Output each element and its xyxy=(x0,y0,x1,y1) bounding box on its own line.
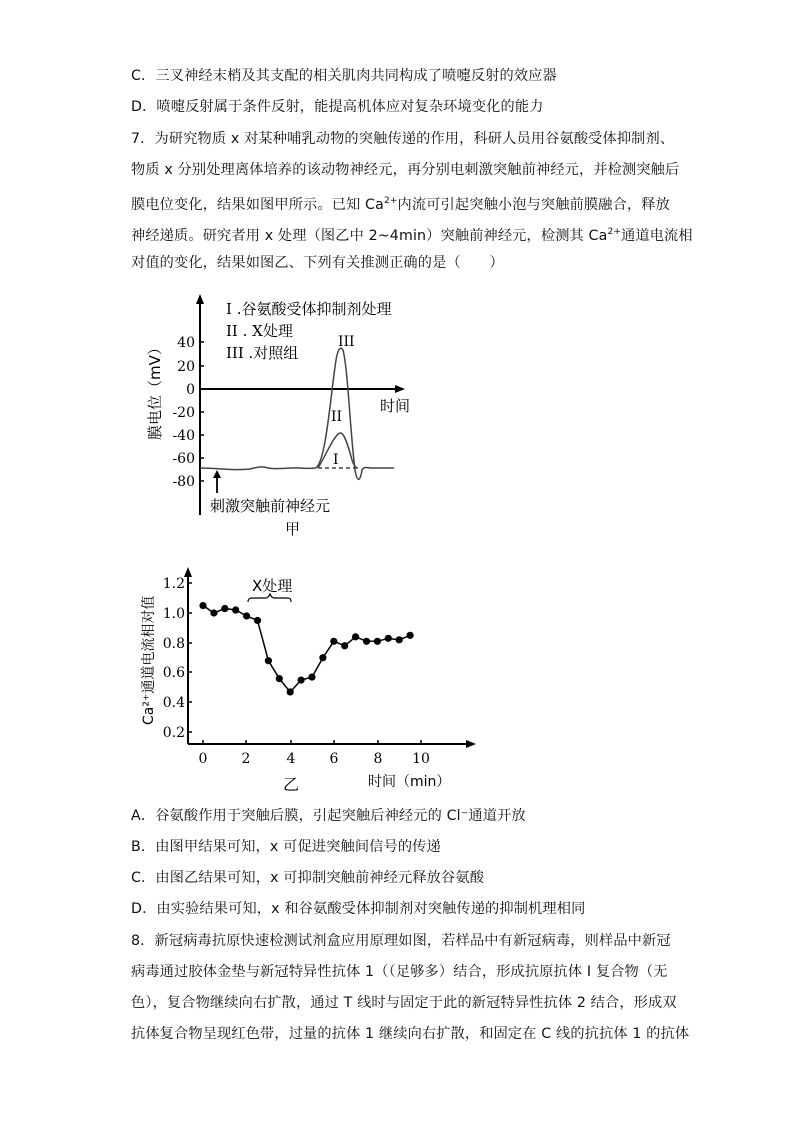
q6-option-d: D．喷嚏反射属于条件反射，能提高机体应对复杂环境变化的能力 xyxy=(131,99,544,115)
data-point xyxy=(396,636,403,643)
q7-option-d: D．由实验结果可知，x 和谷氨酸受体抑制剂对突触传递的抑制机理相同 xyxy=(131,901,586,917)
x-tick-label: 2 xyxy=(241,751,251,767)
x-tick-label: 0 xyxy=(198,751,208,767)
y-tick-label: 0.8 xyxy=(162,636,185,652)
curve-label-i: I xyxy=(333,452,339,468)
stimulus-annotation: 刺激突触前神经元 xyxy=(210,497,331,515)
data-point xyxy=(232,606,239,613)
treatment-brace xyxy=(248,594,291,602)
y-tick-label: -40 xyxy=(172,428,195,444)
data-point xyxy=(265,657,272,664)
data-point xyxy=(385,635,392,642)
x-axis-arrow-icon xyxy=(466,740,476,748)
data-point xyxy=(221,605,228,612)
legend-item-3: III .对照组 xyxy=(226,344,299,362)
data-point xyxy=(363,638,370,645)
q7-line3-part2: 内流可引起突触小泡与突触前膜融合，释放 xyxy=(397,197,670,213)
q7-line3-part1: 膜电位变化，结果如图甲所示。已知 Ca xyxy=(131,197,384,213)
q7-stem-line5: 对值的变化，结果如图乙、下列有关推测正确的是（ ） xyxy=(131,255,504,271)
x-tick-label: 6 xyxy=(329,751,339,767)
y-tick-label: 0.4 xyxy=(162,695,185,711)
x-axis-arrow-icon xyxy=(395,385,405,393)
y-tick-label: -80 xyxy=(172,474,195,490)
chart-jia xyxy=(140,290,430,545)
data-point xyxy=(243,612,250,619)
data-point xyxy=(308,673,315,680)
data-points xyxy=(199,602,413,696)
data-point xyxy=(287,688,294,695)
q7-stem-line4 xyxy=(131,222,693,246)
q7-stem-line1: 7．为研究物质 x 对某种哺乳动物的突触传递的作用，科研人员用谷氨酸受体抑制剂、 xyxy=(131,131,675,147)
y-axis-arrow-icon xyxy=(184,567,192,577)
ca-superscript: 2+ xyxy=(383,196,398,206)
x-axis-label: 时间（min） xyxy=(368,774,451,790)
curve-label-iii: III xyxy=(338,334,355,350)
y-tick-label: 0.6 xyxy=(162,665,185,681)
q8-stem-line1: 8．新冠病毒抗原快速检测试剂盒应用原理如图，若样品中有新冠病毒，则样品中新冠 xyxy=(131,933,671,949)
data-point xyxy=(407,632,414,639)
y-tick-label: 0 xyxy=(186,382,195,398)
y-tick-label: 0.2 xyxy=(162,725,185,741)
data-point xyxy=(341,642,348,649)
chart-yi-title: 乙 xyxy=(283,775,300,794)
q7-stem-line2: 物质 x 分别处理离体培养的该动物神经元，再分别电刺激突触前神经元，并检测突触后 xyxy=(131,162,680,178)
data-point xyxy=(276,675,283,682)
data-point xyxy=(330,638,337,645)
x-axis-label: 时间 xyxy=(380,397,411,415)
data-point xyxy=(254,617,261,624)
y-tick-label: 1.0 xyxy=(162,606,185,622)
data-point xyxy=(210,609,217,616)
q7-option-a: A．谷氨酸作用于突触后膜，引起突触后神经元的 Cl⁻通道开放 xyxy=(131,808,526,824)
x-tick-label: 4 xyxy=(286,751,296,767)
y-tick-label: -20 xyxy=(172,405,195,421)
chart-yi xyxy=(140,565,485,795)
data-point xyxy=(298,676,305,683)
x-tick-label: 10 xyxy=(412,751,430,767)
q8-stem-line3: 色），复合物继续向右扩散，通过 T 线时与固定于此的新冠特异性抗体 2 结合，形成双 xyxy=(131,995,677,1011)
data-point xyxy=(199,602,206,609)
legend-item-1: I .谷氨酸受体抑制剂处理 xyxy=(226,300,392,318)
q7-line4-part1: 神经递质。研究者用 x 处理（图乙中 2~4min）突触前神经元，检测其 Ca xyxy=(131,228,608,244)
data-line xyxy=(203,606,410,692)
q7-option-b: B．由图甲结果可知，x 可促进突触间信号的传递 xyxy=(131,839,441,855)
q7-line4-part2: 通道电流相 xyxy=(621,228,693,244)
q7-stem-line3 xyxy=(131,191,670,215)
q8-stem-line2: 病毒通过胶体金垫与新冠特异性抗体 1（（足够多）结合，形成抗原抗体 I 复合物（无 xyxy=(131,964,668,980)
stimulus-arrow-icon xyxy=(213,470,221,478)
data-point xyxy=(352,633,359,640)
y-axis-arrow-icon xyxy=(196,294,204,304)
legend-item-2: II . X处理 xyxy=(226,322,293,340)
y-axis-label: Ca²⁺通道电流相对值 xyxy=(141,595,157,725)
ca-superscript: 2+ xyxy=(607,227,622,237)
q7-option-c: C．由图乙结果可知，x 可抑制突触前神经元释放谷氨酸 xyxy=(131,870,485,886)
treatment-annotation: X处理 xyxy=(252,577,293,595)
q6-option-c: C．三叉神经末梢及其支配的相关肌肉共同构成了喷嚏反射的效应器 xyxy=(131,68,557,84)
y-tick-label: 40 xyxy=(177,335,195,351)
data-point xyxy=(319,654,326,661)
y-tick-label: 1.2 xyxy=(162,576,185,592)
q8-stem-line4: 抗体复合物呈现红色带，过量的抗体 1 继续向右扩散，和固定在 C 线的抗抗体 1 的抗体 xyxy=(131,1026,690,1042)
curve-label-ii: II xyxy=(331,409,343,425)
y-axis-label: 膜电位（mV） xyxy=(146,340,164,440)
y-tick-label: -60 xyxy=(172,451,195,467)
baseline-trace xyxy=(200,467,316,470)
chart-jia-title: 甲 xyxy=(285,520,301,538)
y-tick-label: 20 xyxy=(177,359,195,375)
x-tick-label: 8 xyxy=(373,751,383,767)
data-point xyxy=(374,638,381,645)
